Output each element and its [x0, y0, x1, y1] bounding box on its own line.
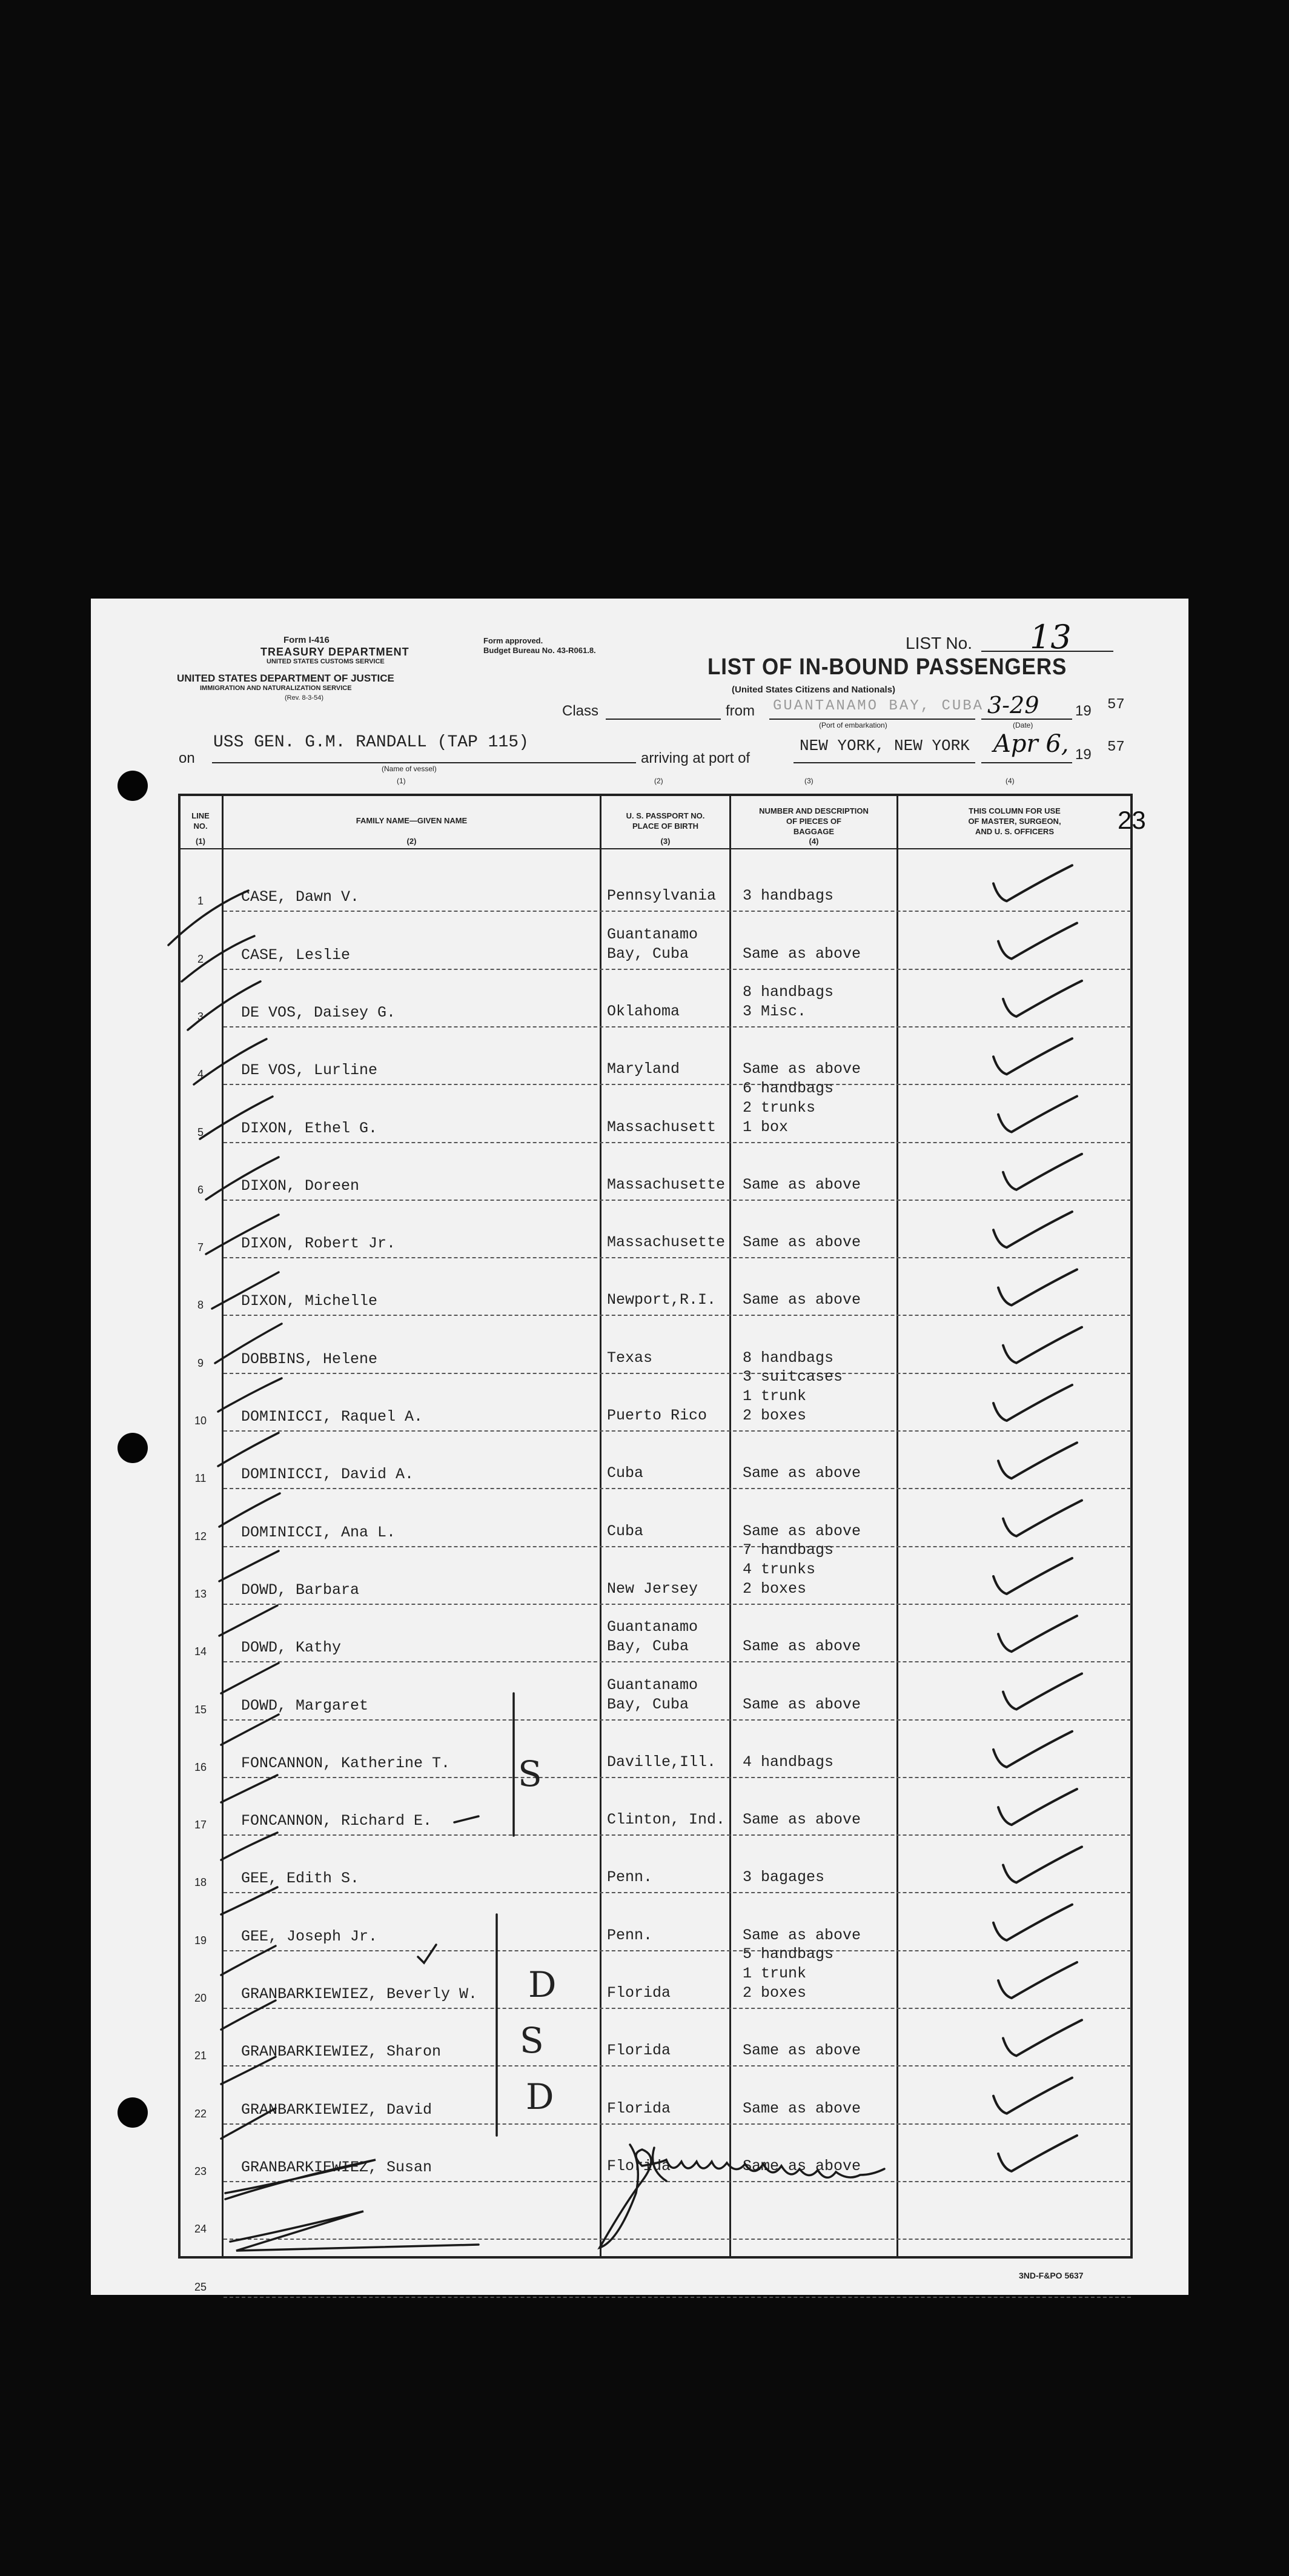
baggage-description [743, 1945, 833, 2003]
baggage-description [743, 1060, 861, 1079]
passenger-name: CASE, Leslie [241, 946, 351, 964]
row-divider [224, 2181, 1131, 2182]
punch-hole [118, 771, 148, 801]
baggage-line: 2 boxes [743, 1579, 807, 1598]
birth-line: Bay, Cuba [607, 1638, 689, 1656]
baggage-line: Same as above [743, 1695, 861, 1713]
place-of-birth [607, 1926, 652, 1945]
row-divider [224, 2123, 1131, 2125]
header-num: (2) [406, 837, 417, 846]
baggage-line: 1 trunk [743, 1965, 807, 1982]
baggage-line: 3 suitcases [743, 1368, 843, 1386]
place-of-birth [607, 2041, 671, 2060]
birth-line: Massachusett [607, 1118, 717, 1136]
passenger-name: DIXON, Michelle [241, 1292, 378, 1310]
row-divider [224, 1026, 1131, 1027]
form-number: Form I-416 [283, 635, 330, 645]
class-label: Class [562, 703, 599, 719]
baggage-line: 1 box [743, 1118, 789, 1136]
departure-date: 3-29 [987, 692, 1039, 719]
place-of-birth [607, 1579, 698, 1599]
baggage-line: 2 boxes [743, 1984, 807, 2002]
row-divider [224, 1661, 1131, 1662]
passenger-name: GRANBARKIEWIEZ, David [241, 2100, 432, 2119]
baggage-description [743, 2157, 861, 2176]
baggage-line: Same as above [743, 1638, 861, 1656]
header-officers: THIS COLUMN FOR USE OF MASTER, SURGEON, AND U. S. OFFICERS [968, 806, 1061, 836]
line-number: 23 [194, 2165, 207, 2177]
birth-line: Florida [607, 1984, 671, 2002]
list-number: 13 [1030, 618, 1072, 656]
handwritten-annotation: D [528, 1964, 557, 2005]
baggage-line: 8 handbags [743, 1349, 834, 1367]
baggage-line: Same as above [743, 1233, 861, 1252]
row-divider [224, 2008, 1131, 2009]
baggage-line: Same as above [743, 1464, 861, 1482]
baggage-line: 3 handbags [743, 887, 834, 905]
date-caption: (Date) [1013, 721, 1033, 729]
year-prefix: 19 [1075, 703, 1092, 719]
baggage-description [743, 1926, 861, 1945]
form-revision: (Rev. 8-3-54) [285, 694, 323, 702]
row-divider [224, 1604, 1131, 1605]
row-divider [224, 2239, 1131, 2240]
line-number: 19 [194, 1934, 207, 1947]
budget-bureau: Budget Bureau No. 43-R061.8. [483, 646, 596, 655]
port-of-embarkation: GUANTANAMO BAY, CUBA [773, 698, 984, 714]
column-number: (1) [397, 777, 406, 785]
line-number: 24 [194, 2223, 207, 2236]
place-of-birth [607, 2099, 671, 2119]
birth-line: Puerto Rico [607, 1407, 707, 1424]
baggage-line: Same as above [743, 2157, 861, 2175]
birth-line: Newport,R.I. [607, 1291, 717, 1309]
baggage-description [743, 2099, 861, 2119]
row-divider [224, 1315, 1131, 1316]
baggage-line: 8 handbags [743, 983, 834, 1001]
passenger-name: DOWD, Kathy [241, 1639, 342, 1657]
column-divider [600, 794, 601, 2259]
arrival-date-line [981, 762, 1072, 763]
column-divider [896, 794, 898, 2259]
line-number: 11 [194, 1472, 207, 1485]
place-of-birth [607, 1002, 680, 1021]
birth-line: Daville,Ill. [607, 1753, 717, 1771]
row-divider [224, 1950, 1131, 1951]
on-label: on [179, 750, 195, 766]
passenger-name: CASE, Dawn V. [241, 888, 360, 906]
line-number: 16 [194, 1761, 207, 1773]
customs-service: UNITED STATES CUSTOMS SERVICE [267, 658, 385, 665]
justice-department: UNITED STATES DEPARTMENT OF JUSTICE [177, 672, 394, 684]
place-of-birth [607, 1118, 716, 1137]
passenger-name: DOBBINS, Helene [241, 1350, 378, 1368]
place-of-birth [607, 925, 698, 964]
baggage-line: 1 trunk [743, 1387, 807, 1405]
place-of-birth [607, 1233, 725, 1252]
place-of-birth [607, 1983, 671, 2003]
row-divider [224, 1430, 1131, 1432]
baggage-description [743, 886, 833, 906]
baggage-line: Same as above [743, 1060, 861, 1078]
header-passport: U. S. PASSPORT NO. PLACE OF BIRTH [626, 811, 705, 831]
birth-line: Cuba [607, 1464, 644, 1482]
punch-hole [118, 2097, 148, 2128]
baggage-description [743, 1079, 833, 1137]
baggage-line: 7 handbags [743, 1541, 834, 1559]
birth-line: New Jersey [607, 1579, 698, 1598]
class-line [606, 719, 721, 720]
birth-line: Penn. [607, 1926, 653, 1944]
row-divider [224, 911, 1131, 912]
passenger-name: DE VOS, Lurline [241, 1061, 378, 1080]
margin-number: 23 [1118, 806, 1146, 834]
baggage-description [743, 1464, 861, 1483]
row-divider [224, 1084, 1131, 1085]
passenger-name: DOWD, Margaret [241, 1696, 369, 1715]
passenger-name: DOMINICCI, David A. [241, 1466, 414, 1484]
date-line [981, 719, 1072, 720]
birth-line: Florida [607, 2042, 671, 2060]
birth-line: Massachusette [607, 1233, 726, 1252]
arrival-port-line [794, 762, 975, 763]
baggage-line: 3 Misc. [743, 1002, 807, 1020]
passenger-name: DOMINICCI, Raquel A. [241, 1408, 423, 1426]
page-title: LIST OF IN-BOUND PASSENGERS [707, 654, 1067, 680]
baggage-description [743, 2041, 861, 2060]
baggage-line: 6 handbags [743, 1079, 834, 1097]
line-number: 22 [194, 2107, 207, 2120]
place-of-birth [607, 2157, 671, 2176]
from-label: from [726, 703, 755, 719]
birth-line: Pennsylvania [607, 887, 717, 905]
row-divider [224, 1142, 1131, 1143]
passenger-name: DOWD, Barbara [241, 1581, 360, 1599]
row-divider [224, 1719, 1131, 1721]
baggage-description [743, 1868, 824, 1887]
line-number: 17 [194, 1819, 207, 1831]
place-of-birth [607, 1868, 652, 1887]
vessel-line [212, 762, 636, 763]
line-number: 1 [197, 895, 204, 908]
place-of-birth [607, 1753, 716, 1772]
line-number: 2 [197, 952, 204, 965]
line-number: 3 [197, 1010, 204, 1023]
punch-hole [118, 1433, 148, 1463]
baggage-line: 2 trunks [743, 1098, 816, 1117]
baggage-description [743, 944, 861, 964]
place-of-birth [607, 1522, 643, 1541]
passenger-name: GRANBARKIEWIEZ, Sharon [241, 2043, 442, 2061]
year-prefix: 19 [1075, 746, 1092, 763]
birth-line: Penn. [607, 1868, 653, 1887]
passenger-name: DIXON, Doreen [241, 1177, 360, 1195]
header-name: FAMILY NAME—GIVEN NAME [356, 816, 468, 825]
place-of-birth [607, 1618, 698, 1656]
row-divider [224, 1488, 1131, 1489]
handwritten-annotation: D [526, 2076, 554, 2117]
printer-code: 3ND-F&PO 5637 [1019, 2271, 1084, 2280]
baggage-line: Same as above [743, 2099, 861, 2117]
birth-line: Guantanamo [607, 1618, 698, 1636]
row-divider [224, 1200, 1131, 1201]
baggage-line: 5 handbags [743, 1945, 834, 1963]
passenger-name: DIXON, Robert Jr. [241, 1235, 396, 1253]
line-number: 7 [197, 1241, 204, 1254]
place-of-birth [607, 1676, 698, 1715]
baggage-line: Same as above [743, 1926, 861, 1944]
baggage-line: Same as above [743, 1291, 861, 1309]
arriving-label: arriving at port of [641, 750, 751, 766]
birth-line: Guantanamo [607, 925, 698, 943]
line-number: 12 [194, 1530, 207, 1542]
ins-name: IMMIGRATION AND NATURALIZATION SERVICE [200, 685, 352, 692]
line-number: 6 [197, 1183, 204, 1196]
birth-line: Maryland [607, 1060, 680, 1078]
arrival-year: 57 [1107, 739, 1125, 755]
row-divider [224, 2297, 1131, 2298]
department-name: TREASURY DEPARTMENT [260, 646, 409, 658]
departure-year: 57 [1107, 697, 1125, 713]
baggage-description [743, 1810, 861, 1830]
birth-line: Texas [607, 1349, 653, 1367]
birth-line: Guantanamo [607, 1676, 698, 1694]
arrival-date: Apr 6, [993, 730, 1069, 758]
place-of-birth [607, 1406, 707, 1426]
place-of-birth [607, 1464, 643, 1483]
baggage-line: 2 boxes [743, 1407, 807, 1424]
line-number: 18 [194, 1876, 207, 1889]
baggage-line: 4 trunks [743, 1560, 816, 1578]
header-line-no: LINE NO. [191, 811, 210, 831]
row-divider [224, 2065, 1131, 2066]
baggage-description [743, 983, 833, 1021]
baggage-description [743, 1637, 861, 1656]
place-of-birth [607, 886, 716, 906]
place-of-birth [607, 1349, 652, 1368]
header-num: (3) [660, 837, 671, 846]
line-number: 20 [194, 1992, 207, 2004]
baggage-line: Same as above [743, 1522, 861, 1540]
passenger-name: DE VOS, Daisey G. [241, 1003, 396, 1021]
line-number: 5 [197, 1126, 204, 1138]
row-divider [224, 1546, 1131, 1547]
baggage-line: 4 handbags [743, 1753, 834, 1771]
baggage-line: Same as above [743, 1811, 861, 1829]
place-of-birth [607, 1290, 716, 1310]
page-subtitle: (United States Citizens and Nationals) [732, 685, 896, 695]
line-number: 9 [197, 1356, 204, 1369]
place-of-birth [607, 1060, 680, 1079]
birth-line: Cuba [607, 1522, 644, 1540]
birth-line: Massachusette [607, 1175, 726, 1193]
port-line [769, 719, 975, 720]
column-number: (3) [804, 777, 813, 785]
row-divider [224, 1777, 1131, 1778]
baggage-description [743, 1541, 833, 1599]
row-divider [224, 1257, 1131, 1258]
baggage-description [743, 1522, 861, 1541]
vessel-name: USS GEN. G.M. RANDALL (TAP 115) [213, 733, 529, 752]
birth-line: Florida [607, 2099, 671, 2117]
handwritten-annotation: S [520, 2020, 544, 2061]
line-number: 13 [194, 1587, 207, 1600]
baggage-line: 3 bagages [743, 1868, 825, 1887]
row-divider [224, 1373, 1131, 1374]
line-number: 25 [194, 2280, 207, 2293]
vessel-caption: (Name of vessel) [382, 765, 437, 773]
birth-line: Florida [607, 2157, 671, 2175]
handwritten-annotation: S [518, 1753, 542, 1794]
passenger-name: FONCANNON, Katherine T. [241, 1754, 451, 1772]
line-number: 8 [197, 1299, 204, 1312]
baggage-description [743, 1290, 861, 1310]
column-number: (4) [1006, 777, 1015, 785]
place-of-birth [607, 1810, 725, 1830]
passenger-name: GEE, Edith S. [241, 1870, 360, 1888]
baggage-description [743, 1175, 861, 1195]
passenger-name: DOMINICCI, Ana L. [241, 1523, 396, 1541]
row-divider [224, 969, 1131, 970]
baggage-line: Same as above [743, 1175, 861, 1193]
list-number-label: LIST No. [906, 634, 972, 652]
birth-line: Oklahoma [607, 1002, 680, 1020]
birth-line: Clinton, Ind. [607, 1811, 726, 1829]
baggage-description [743, 1695, 861, 1715]
place-of-birth [607, 1175, 725, 1195]
row-divider [224, 1892, 1131, 1893]
header-num: (4) [809, 837, 819, 846]
baggage-description [743, 1349, 833, 1368]
column-number: (2) [654, 777, 663, 785]
line-number: 4 [197, 1068, 204, 1081]
arrival-port: NEW YORK, NEW YORK [800, 737, 970, 755]
row-divider [224, 1834, 1131, 1836]
baggage-line: Same as above [743, 2042, 861, 2060]
passenger-name: GRANBARKIEWIEZ, Beverly W. [241, 1985, 478, 2003]
column-divider [729, 794, 731, 2259]
header-divider [178, 848, 1133, 849]
column-divider [222, 794, 224, 2259]
baggage-description [743, 1367, 843, 1426]
passenger-name: DIXON, Ethel G. [241, 1119, 378, 1137]
header-num: (1) [196, 837, 205, 846]
passenger-name: GEE, Joseph Jr. [241, 1927, 378, 1945]
line-number: 14 [194, 1645, 207, 1658]
header-baggage: NUMBER AND DESCRIPTION OF PIECES OF BAGGAGE [759, 806, 869, 836]
line-number: 21 [194, 2050, 207, 2062]
birth-line: Bay, Cuba [607, 944, 689, 963]
port-caption: (Port of embarkation) [819, 721, 887, 729]
line-number: 10 [194, 1415, 207, 1427]
baggage-description [743, 1753, 833, 1772]
form-approved: Form approved. [483, 636, 543, 645]
line-number: 15 [194, 1703, 207, 1716]
baggage-line: Same as above [743, 944, 861, 963]
birth-line: Bay, Cuba [607, 1695, 689, 1713]
passenger-name: FONCANNON, Richard E. [241, 1812, 432, 1830]
passenger-name: GRANBARKIEWIEZ, Susan [241, 2158, 432, 2176]
baggage-description [743, 1233, 861, 1252]
